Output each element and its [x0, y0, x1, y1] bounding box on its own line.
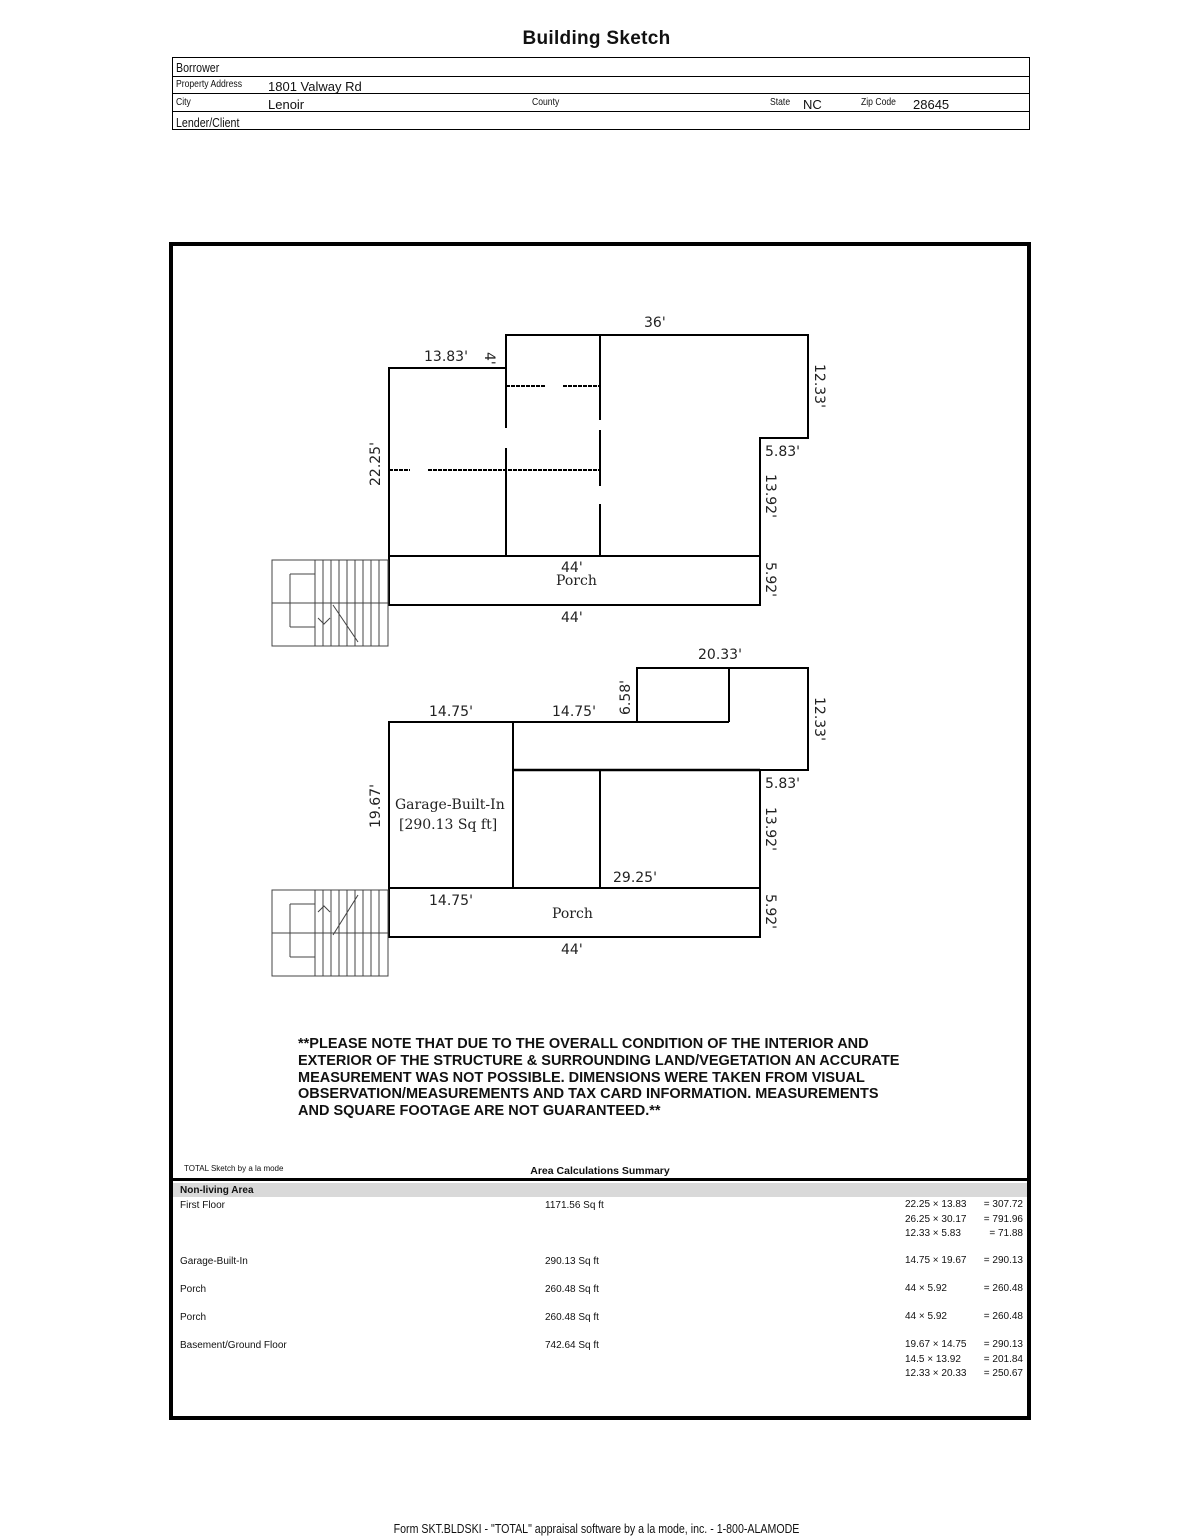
row-area: 290.13 Sq ft: [545, 1256, 599, 1267]
row-area: 1171.56 Sq ft: [545, 1200, 604, 1211]
lower-porch-label: Porch: [552, 906, 593, 922]
upper-dim-porch-bottom: 44': [561, 610, 583, 626]
garage-area-label: [290.13 Sq ft]: [399, 817, 498, 833]
summary-divider: [173, 1178, 1027, 1181]
calc-result: = 71.88: [989, 1228, 1023, 1239]
calc-result: = 791.96: [983, 1213, 1023, 1225]
calc-expr: 14.5 × 13.92: [905, 1353, 961, 1365]
upper-porch-label: Porch: [556, 573, 597, 589]
city-label: City: [176, 96, 191, 108]
row-label: Garage-Built-In: [180, 1256, 248, 1267]
first-floor-outline: [389, 335, 808, 556]
state-value: NC: [803, 97, 822, 112]
upper-dim-notch: 5.83': [765, 444, 801, 460]
calc-expr: 44 × 5.92: [905, 1311, 947, 1322]
calc-expr: 19.67 × 14.75: [905, 1339, 967, 1350]
lender-client-label: Lender/Client: [176, 115, 240, 130]
calc-expr: 26.25 × 30.17: [905, 1213, 967, 1225]
lower-dim-step: 6.58': [618, 679, 634, 715]
upper-stairs: [272, 560, 388, 646]
lower-dim-right-mid: 13.92': [762, 807, 778, 851]
row-area: 742.64 Sq ft: [545, 1340, 599, 1351]
city-value: Lenoir: [268, 97, 305, 112]
row-calculations: [905, 1198, 1023, 1242]
upper-dim-top: 36': [644, 315, 666, 331]
upper-dim-left-top: 13.83': [424, 349, 468, 365]
lower-dim-notch: 5.83': [765, 776, 801, 792]
lower-dim-right-top: 12.33': [811, 697, 827, 741]
row-calculations: [905, 1338, 1023, 1382]
summary-title: Area Calculations Summary: [530, 1165, 670, 1177]
row-label: Porch: [180, 1284, 207, 1295]
row-area: 260.48 Sq ft: [545, 1284, 599, 1295]
upper-dim-right-mid: 13.92': [762, 474, 778, 518]
document-title: Building Sketch: [522, 28, 671, 49]
calc-expr: 44 × 5.92: [905, 1283, 947, 1294]
basement-outline: [389, 668, 808, 888]
row-label: First Floor: [180, 1200, 225, 1211]
upper-dim-left: 22.25': [368, 442, 384, 486]
lower-dim-inner: 29.25': [613, 870, 657, 886]
upper-dim-porch-top: 44': [561, 560, 583, 576]
calc-result: = 201.84: [983, 1353, 1023, 1365]
calc-result: = 290.13: [983, 1255, 1023, 1266]
calc-expr: 22.25 × 13.83: [905, 1199, 967, 1210]
row-calculations: [905, 1282, 1023, 1297]
row-label: Basement/Ground Floor: [180, 1340, 287, 1351]
row-label: Porch: [180, 1312, 207, 1323]
calc-expr: 12.33 × 20.33: [905, 1368, 967, 1379]
zip-code-label: Zip Code: [861, 96, 896, 108]
lower-dim-top: 20.33': [698, 647, 742, 663]
borrower-label: Borrower: [176, 60, 220, 75]
county-label: County: [532, 96, 560, 108]
row-calculations: [905, 1254, 1023, 1269]
section-header-non-living: Non-living Area: [180, 1185, 254, 1196]
calc-result: = 250.67: [983, 1368, 1023, 1379]
garage-label: Garage-Built-In: [395, 797, 505, 813]
calc-result: = 307.72: [983, 1199, 1023, 1210]
calc-expr: 12.33 × 5.83: [905, 1228, 961, 1239]
upper-dim-porch-side: 5.92': [762, 562, 778, 598]
zip-code-value: 28645: [913, 97, 950, 112]
form-footer: Form SKT.BLDSKI - "TOTAL" appraisal software by a la mode, inc. - 1-800-ALAMODE: [393, 1522, 800, 1536]
calc-result: = 260.48: [983, 1283, 1023, 1294]
row-calculations: [905, 1310, 1023, 1325]
measurement-disclaimer: **PLEASE NOTE THAT DUE TO THE OVERALL CONDITION OF THE INTERIOR AND EXTERIOR OF THE STRUCTURE & SURROUNDING LAND/VEGETATION AN ACCURATE MEASUREMENT WAS NOT POSSIBLE. DIMENSIONS WERE TAKEN FROM VISUAL OBSERVATION/MEASUREMENTS AND TAX CARD INFORMATION. MEASUREMENTS AND SQUARE FOOTAGE ARE NOT GUARANTEED.**: [298, 1036, 900, 1120]
calc-result: = 290.13: [983, 1339, 1023, 1350]
lower-dim-porch-bottom: 44': [561, 942, 583, 958]
upper-dim-right-top: 12.33': [811, 364, 827, 408]
calc-expr: 14.75 × 19.67: [905, 1255, 967, 1266]
calc-result: = 260.48: [983, 1311, 1023, 1322]
lower-dim-left-a: 14.75': [429, 704, 473, 720]
property-address-label: Property Address: [176, 78, 243, 90]
summary-section-band: [173, 1183, 1027, 1197]
lower-dim-porch-left: 14.75': [429, 893, 473, 909]
lower-stairs: [272, 890, 388, 976]
upper-dim-step: 4': [481, 352, 497, 365]
lower-dim-porch-side: 5.92': [762, 894, 778, 930]
lower-dim-garage-side: 19.67': [368, 784, 384, 828]
sketch-credit: TOTAL Sketch by a la mode: [184, 1164, 284, 1173]
row-area: 260.48 Sq ft: [545, 1312, 599, 1323]
lower-dim-left-b: 14.75': [552, 704, 596, 720]
state-label: State: [770, 96, 791, 108]
property-address-value: 1801 Valway Rd: [268, 79, 362, 94]
